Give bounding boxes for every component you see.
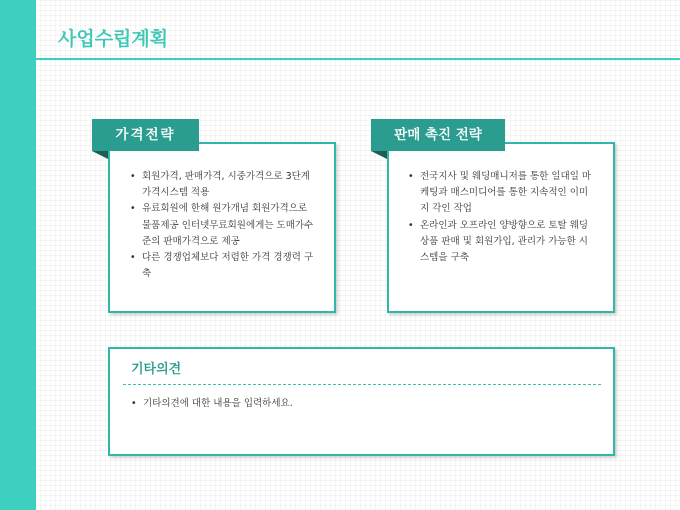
promotion-tag-fold bbox=[371, 151, 387, 159]
list-item: • 기타의견에 대한 내용을 입력하세요. bbox=[131, 396, 591, 412]
pricing-tag-fold bbox=[92, 151, 108, 159]
sidebar-accent-bar bbox=[0, 0, 36, 510]
list-item: • 회원가격, 판매가격, 시중가격으로 3단계 가격시스템 적용 bbox=[130, 169, 316, 201]
other-opinions-divider bbox=[123, 384, 601, 385]
list-item: • 온라인과 오프라인 양방향으로 토탈 웨딩상품 판매 및 회원가입, 관리가 가능한 시스템을 구축 bbox=[408, 218, 596, 267]
other-opinions-title: 기타의견 bbox=[131, 362, 182, 377]
promotion-strategy-list bbox=[408, 169, 596, 266]
page-title: 사업수립계획 bbox=[58, 28, 169, 50]
list-item: • 유료회원에 한해 원가개념 회원가격으로 물품제공 인터넷무료회원에게는 도매가수준의 판매가격으로 제공 bbox=[130, 201, 316, 250]
promotion-strategy-label: 판매 촉진 전략 bbox=[371, 119, 505, 151]
other-opinions-list bbox=[131, 396, 591, 412]
pricing-strategy-list bbox=[130, 169, 316, 282]
title-divider bbox=[36, 58, 680, 60]
pricing-strategy-label: 가격전략 bbox=[92, 119, 199, 151]
list-item: • 다른 경쟁업체보다 저렴한 가격 경쟁력 구축 bbox=[130, 250, 316, 282]
list-item: • 전국지사 및 웨딩매니저를 통한 일대일 마케팅과 매스미디어를 통한 지속적인 이미지 각인 작업 bbox=[408, 169, 596, 218]
